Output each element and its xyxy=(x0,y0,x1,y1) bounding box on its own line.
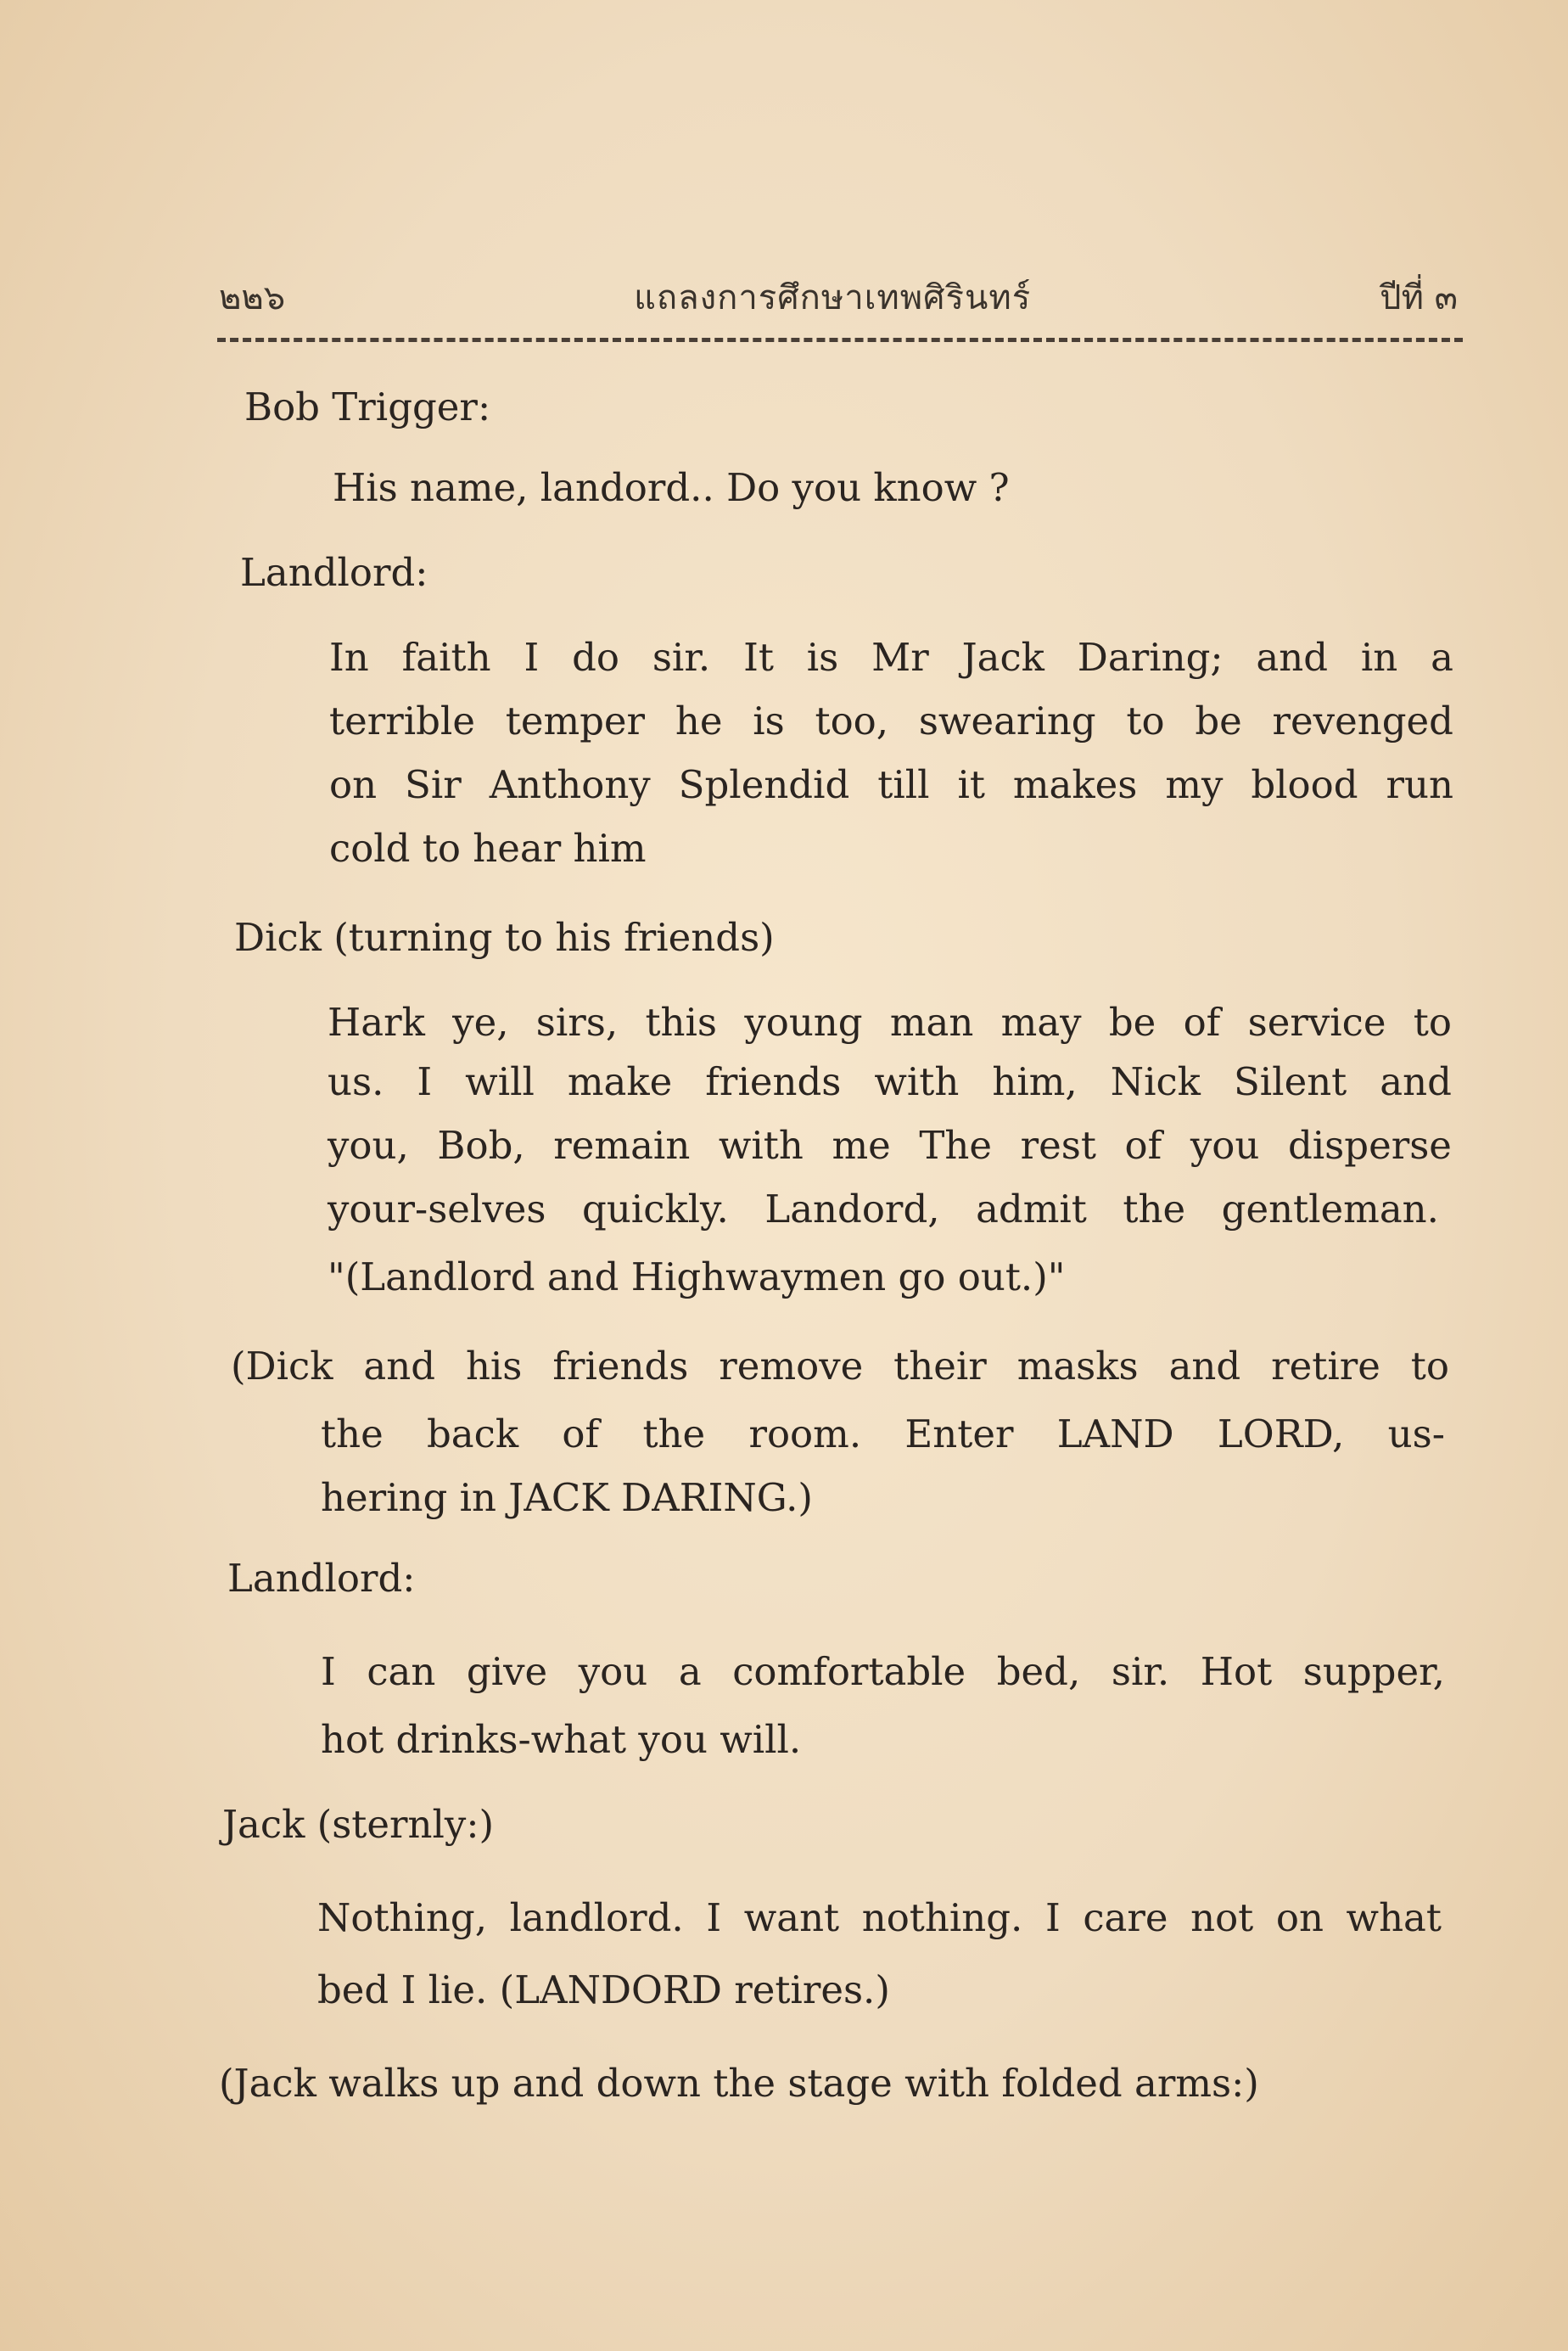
dialogue-line: terrible temper he is too, swearing to be revenged xyxy=(329,699,1453,743)
header-divider xyxy=(217,338,1463,342)
dialogue-line: us. I will make friends with him, Nick Silent and xyxy=(328,1059,1452,1104)
dialogue-line: His name, landord.. Do you know ? xyxy=(333,465,1010,510)
volume-label: ปีที่ ๓ xyxy=(1380,278,1458,317)
dialogue-line: your-selves quickly. Landord, admit the gentleman. xyxy=(328,1187,1439,1232)
stage-direction-line: (Jack walks up and down the stage with folded arms:) xyxy=(219,2061,1259,2106)
dialogue-line: "(Landlord and Highwaymen go out.)" xyxy=(328,1254,1066,1299)
speaker-bob-trigger: Bob Trigger: xyxy=(244,384,491,429)
page-number: ๒๒๖ xyxy=(219,278,286,317)
stage-direction-line: hering in JACK DARING.) xyxy=(321,1475,813,1520)
stage-direction-line: the back of the room. Enter LAND LORD, us- xyxy=(321,1411,1445,1456)
speaker-jack: Jack (sternly:) xyxy=(222,1802,495,1847)
dialogue-line: Hark ye, sirs, this young man may be of service to xyxy=(328,1000,1452,1045)
dialogue-line: In faith I do sir. It is Mr Jack Daring; and in a xyxy=(329,635,1453,680)
dialogue-line: hot drinks-what you will. xyxy=(321,1717,802,1762)
dialogue-line: cold to hear him xyxy=(329,826,647,871)
dialogue-line: Nothing, landlord. I want nothing. I care not on what xyxy=(317,1895,1442,1940)
dialogue-line: bed I lie. (LANDORD retires.) xyxy=(317,1967,890,2012)
dialogue-line: I can give you a comfortable bed, sir. Hot supper, xyxy=(321,1649,1445,1694)
page-header xyxy=(219,270,1458,321)
dialogue-line: on Sir Anthony Splendid till it makes my blood run xyxy=(329,762,1453,807)
dialogue-line: you, Bob, remain with me The rest of you disperse xyxy=(328,1123,1452,1168)
speaker-landlord: Landlord: xyxy=(240,550,428,595)
publication-title: แถลงการศึกษาเทพศิรินทร์ xyxy=(634,278,1032,317)
stage-direction-line: (Dick and his friends remove their masks and retire to xyxy=(231,1344,1449,1389)
speaker-landlord: Landlord: xyxy=(227,1556,416,1601)
speaker-dick: Dick (turning to his friends) xyxy=(234,915,775,960)
